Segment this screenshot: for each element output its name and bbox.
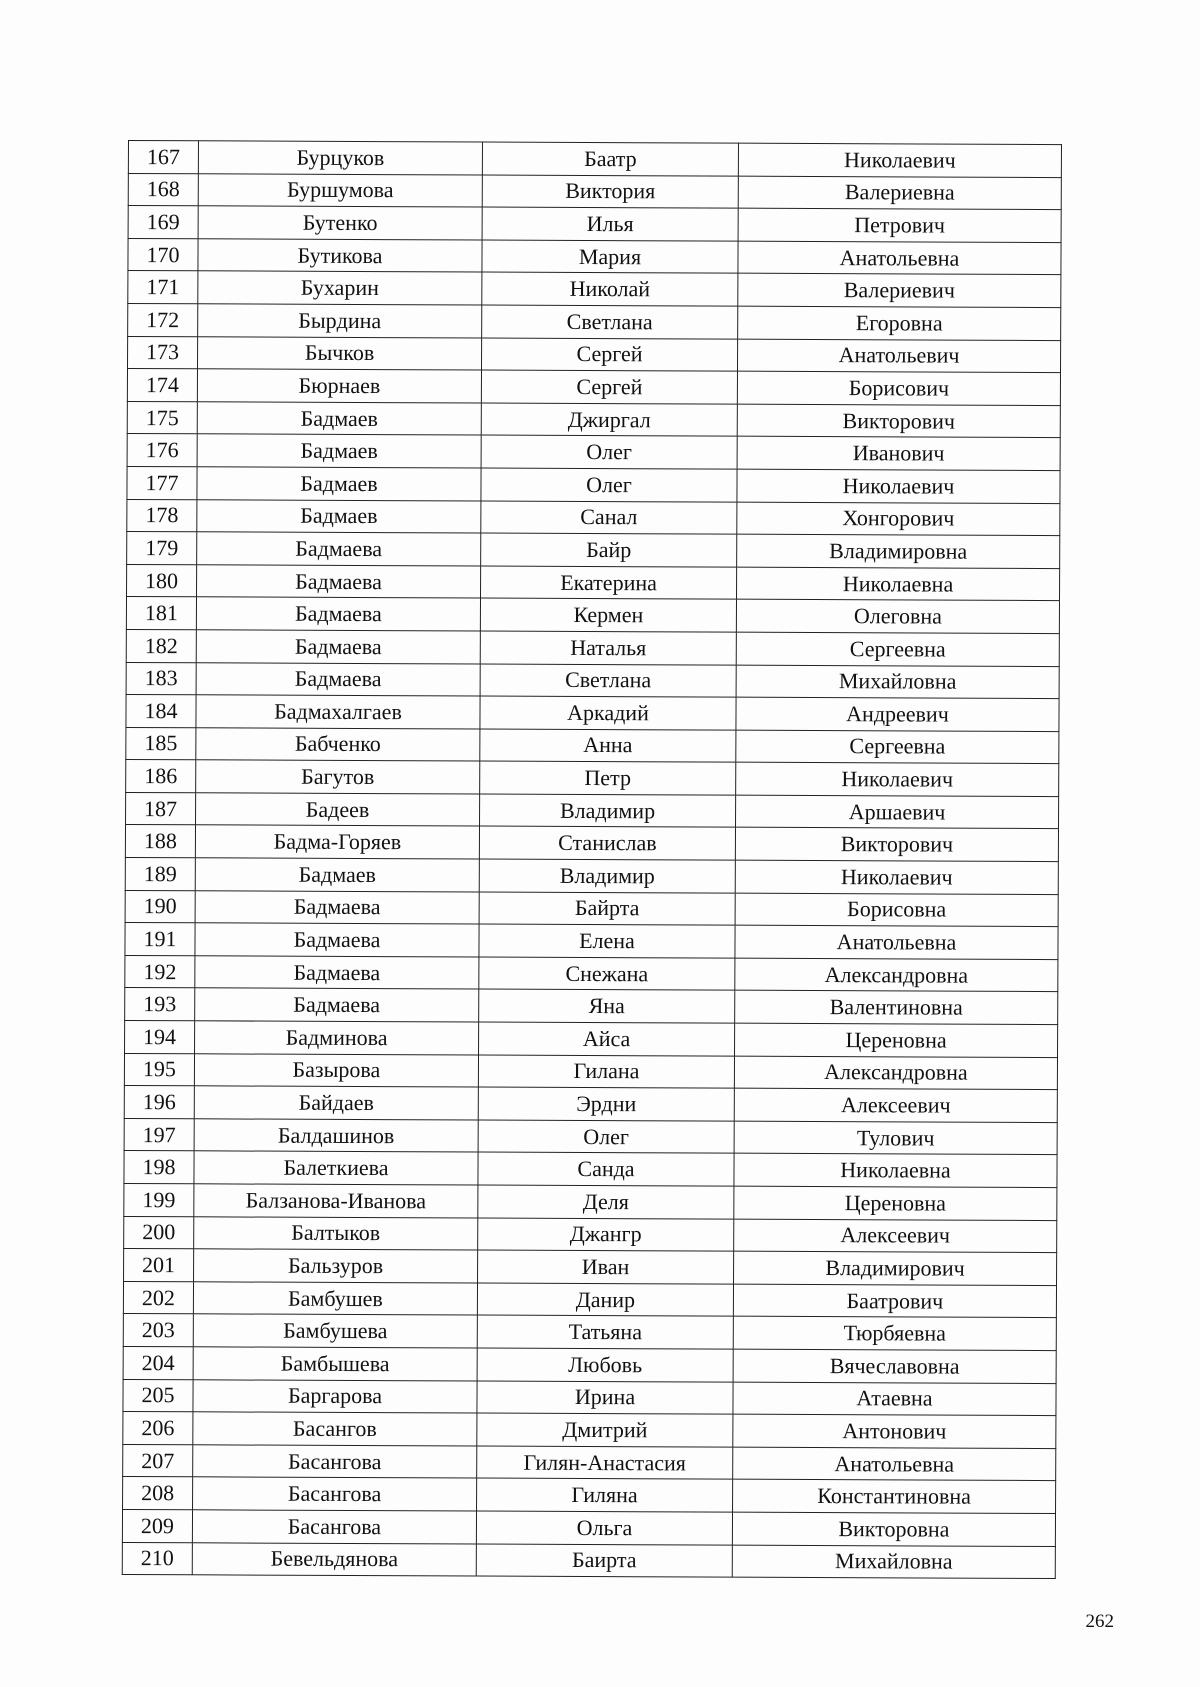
last-name-cell: Бадмаев [197,434,481,468]
first-name-cell: Светлана [482,305,738,339]
first-name-cell: Снежана [479,957,735,991]
table-row [126,695,1059,732]
last-name-cell: Байдаев [194,1086,478,1120]
first-name-cell: Яна [479,989,735,1023]
first-name-cell: Екатерина [481,566,737,600]
first-name-cell: Илья [482,207,738,241]
table-row [128,173,1061,210]
table-row [124,1151,1057,1188]
patronymic-cell: Николаевич [736,762,1059,796]
first-name-cell: Байр [481,533,737,567]
first-name-cell: Санда [478,1152,734,1186]
first-name-cell: Джиргал [481,403,737,437]
patronymic-cell: Сергеевна [736,730,1059,764]
table-row [126,597,1059,634]
last-name-cell: Бадмаева [195,988,479,1022]
patronymic-cell: Цереновна [735,1023,1058,1057]
row-number: 177 [127,466,197,499]
first-name-cell: Иван [478,1250,734,1284]
first-name-cell: Станислав [479,827,735,861]
patronymic-cell: Анатольевич [737,339,1060,373]
row-number: 200 [124,1216,194,1249]
first-name-cell: Санал [481,501,737,535]
row-number: 167 [128,141,198,174]
patronymic-cell: Владимирович [734,1251,1057,1285]
first-name-cell: Елена [479,924,735,958]
patronymic-cell: Александровна [735,958,1058,992]
patronymic-cell: Алексеевич [734,1219,1057,1253]
table-row [128,141,1061,178]
first-name-cell: Олег [481,468,737,502]
last-name-cell: Бадмаева [197,532,481,566]
last-name-cell: Балдашинов [194,1119,478,1153]
last-name-cell: Бадмаев [197,467,481,501]
table-row [123,1281,1056,1318]
table-row [127,401,1060,438]
row-number: 188 [125,825,195,858]
patronymic-cell: Александровна [734,1056,1057,1090]
last-name-cell: Басангова [192,1510,476,1544]
last-name-cell: Быpдина [198,304,482,338]
patronymic-cell: Николаевич [738,143,1061,177]
last-name-cell: Бамбушев [193,1282,477,1316]
last-name-cell: Бамбышева [193,1347,477,1381]
row-number: 199 [124,1183,194,1216]
patronymic-cell: Николаевна [734,1154,1057,1188]
first-name-cell: Виктория [482,175,738,209]
patronymic-cell: Андреевич [736,697,1059,731]
first-name-cell: Байрта [479,892,735,926]
row-number: 193 [125,988,195,1021]
last-name-cell: Бадма-Горяев [195,825,479,859]
table-row [125,955,1058,992]
last-name-cell: Бюрнаев [197,369,481,403]
last-name-cell: Буршумова [198,173,482,207]
table-row [125,825,1058,862]
patronymic-cell: Борисовна [735,893,1058,927]
last-name-cell: Бадмаева [195,890,479,924]
patronymic-cell: Михайловна [732,1545,1055,1579]
last-name-cell: Бадмаева [197,565,481,599]
table-row [126,792,1059,829]
first-name-cell: Наталья [480,631,736,665]
last-name-cell: Бадеев [196,793,480,827]
table-row [127,532,1060,569]
patronymic-cell: Анатольевна [733,1447,1056,1481]
row-number: 192 [125,955,195,988]
first-name-cell: Ирина [477,1381,733,1415]
row-number: 169 [128,206,198,239]
row-number: 198 [124,1151,194,1184]
row-number: 184 [126,695,196,728]
table-row [124,1183,1057,1220]
first-name-cell: Дмитрий [477,1413,733,1447]
first-name-cell: Мария [482,240,738,274]
row-number: 206 [123,1412,193,1445]
last-name-cell: Багутов [196,760,480,794]
row-number: 190 [125,890,195,923]
row-number: 210 [122,1542,192,1575]
first-name-cell: Татьяна [477,1315,733,1349]
patronymic-cell: Егоровна [738,306,1061,340]
patronymic-cell: Михайловна [736,665,1059,699]
row-number: 191 [125,923,195,956]
last-name-cell: Бадмаева [195,923,479,957]
patronymic-cell: Баатрович [733,1284,1056,1318]
row-number: 195 [124,1053,194,1086]
first-name-cell: Баирта [476,1544,732,1578]
row-number: 170 [128,238,198,271]
row-number: 186 [126,760,196,793]
first-name-cell: Николай [482,272,738,306]
patronymic-cell: Сергеевна [736,632,1059,666]
patronymic-cell: Викторович [737,404,1060,438]
patronymic-cell: Николаевич [735,860,1058,894]
patronymic-cell: Анатольевна [738,241,1061,275]
patronymic-cell: Олеговна [736,599,1059,633]
row-number: 180 [127,564,197,597]
table-row [124,1249,1057,1286]
row-number: 204 [123,1346,193,1379]
first-name-cell: Олег [478,1120,734,1154]
last-name-cell: Басангова [193,1477,477,1511]
patronymic-cell: Анатольевна [735,925,1058,959]
row-number: 173 [128,336,198,369]
first-name-cell: Владимир [479,859,735,893]
first-name-cell: Деля [478,1185,734,1219]
first-name-cell: Аркадий [480,696,736,730]
row-number: 202 [123,1281,193,1314]
first-name-cell: Баатр [482,142,738,176]
patronymic-cell: Валентиновна [735,991,1058,1025]
patronymic-cell: Иванович [737,437,1060,471]
last-name-cell: Бабченко [196,727,480,761]
patronymic-cell: Владимировна [737,534,1060,568]
last-name-cell: Бурцуков [198,141,482,175]
first-name-cell: Гиляна [477,1478,733,1512]
patronymic-cell: Антонович [733,1414,1056,1448]
table-row [127,466,1060,503]
first-name-cell: Любовь [477,1348,733,1382]
first-name-cell: Олег [481,435,737,469]
first-name-cell: Ольга [476,1511,732,1545]
first-name-cell: Гилана [478,1055,734,1089]
patronymic-cell: Вячеславовна [733,1349,1056,1383]
last-name-cell: Бычков [198,336,482,370]
row-number: 187 [126,792,196,825]
patronymic-cell: Викторович [735,828,1058,862]
names-table-body [122,141,1061,1579]
row-number: 171 [128,271,198,304]
first-name-cell: Светлана [480,664,736,698]
patronymic-cell: Атаевна [733,1382,1056,1416]
last-name-cell: Базырова [194,1053,478,1087]
row-number: 196 [124,1086,194,1119]
last-name-cell: Бадмахалгаев [196,695,480,729]
table-row [124,1118,1057,1155]
table-row [128,336,1061,373]
table-row [128,303,1061,340]
row-number: 181 [126,597,196,630]
patronymic-cell: Петрович [738,208,1061,242]
last-name-cell: Балеткиева [194,1151,478,1185]
table-row [125,858,1058,895]
table-row [122,1509,1055,1546]
patronymic-cell: Тюрбяевна [733,1317,1056,1351]
table-row [124,1053,1057,1090]
patronymic-cell: Викторовна [732,1512,1055,1546]
row-number: 197 [124,1118,194,1151]
row-number: 175 [127,401,197,434]
patronymic-cell: Николаевич [737,469,1060,503]
row-number: 205 [123,1379,193,1412]
first-name-cell: Анна [480,729,736,763]
table-row [124,1216,1057,1253]
last-name-cell: Бадмаев [197,499,481,533]
first-name-cell: Кермен [480,598,736,632]
row-number: 208 [123,1477,193,1510]
table-row [123,1346,1056,1383]
first-name-cell: Айса [479,1022,735,1056]
row-number: 172 [128,303,198,336]
first-name-cell: Гилян-Анастасия [477,1446,733,1480]
table-row [123,1412,1056,1449]
last-name-cell: Баргарова [193,1379,477,1413]
row-number: 176 [127,434,197,467]
last-name-cell: Бадмаева [196,597,480,631]
first-name-cell: Сергей [481,338,737,372]
first-name-cell: Эрдни [478,1087,734,1121]
table-row [126,629,1059,666]
row-number: 182 [126,629,196,662]
row-number: 207 [123,1444,193,1477]
table-row [126,727,1059,764]
page-number: 262 [1085,1611,1114,1632]
last-name-cell: Бадмаева [196,662,480,696]
table-row [125,923,1058,960]
row-number: 168 [128,173,198,206]
last-name-cell: Бадмаев [197,402,481,436]
names-table [122,140,1062,1579]
patronymic-cell: Цереновна [734,1186,1057,1220]
row-number: 209 [122,1509,192,1542]
table-row [125,1021,1058,1058]
table-row [128,271,1061,308]
patronymic-cell: Тулович [734,1121,1057,1155]
table-row [124,1086,1057,1123]
table-row [128,238,1061,275]
table-row [125,988,1058,1025]
table-row [127,499,1060,536]
table-row [122,1542,1055,1579]
row-number: 179 [127,532,197,565]
last-name-cell: Басангова [193,1445,477,1479]
patronymic-cell: Валериевич [738,274,1061,308]
first-name-cell: Данир [477,1283,733,1317]
patronymic-cell: Хонгорович [737,502,1060,536]
table-row [127,434,1060,471]
table-row [128,206,1061,243]
last-name-cell: Бадмаева [196,630,480,664]
last-name-cell: Бадмаев [195,858,479,892]
table-row [123,1444,1056,1481]
row-number: 201 [124,1249,194,1282]
patronymic-cell: Алексеевич [734,1088,1057,1122]
table-row [126,662,1059,699]
patronymic-cell: Николаевна [737,567,1060,601]
first-name-cell: Владимир [480,794,736,828]
patronymic-cell: Борисович [737,371,1060,405]
last-name-cell: Бутикова [198,239,482,273]
last-name-cell: Бадмаева [195,956,479,990]
first-name-cell: Петр [480,761,736,795]
row-number: 203 [123,1314,193,1347]
table-row [127,369,1060,406]
row-number: 194 [125,1021,195,1054]
last-name-cell: Бальзуров [194,1249,478,1283]
row-number: 189 [125,858,195,891]
patronymic-cell: Аршаевич [736,795,1059,829]
first-name-cell: Сергей [481,370,737,404]
last-name-cell: Бадминова [195,1021,479,1055]
patronymic-cell: Константиновна [733,1479,1056,1513]
table-row [123,1314,1056,1351]
table-row [125,890,1058,927]
last-name-cell: Бухарин [198,271,482,305]
last-name-cell: Балзанова-Иванова [194,1184,478,1218]
row-number: 174 [127,369,197,402]
row-number: 183 [126,662,196,695]
first-name-cell: Джангр [478,1218,734,1252]
patronymic-cell: Валериевна [738,176,1061,210]
last-name-cell: Бевельдянова [192,1542,476,1576]
row-number: 185 [126,727,196,760]
last-name-cell: Балтыков [194,1216,478,1250]
table-row [126,760,1059,797]
table-row [123,1379,1056,1416]
table-row [127,564,1060,601]
row-number: 178 [127,499,197,532]
last-name-cell: Бутенко [198,206,482,240]
last-name-cell: Бамбушева [193,1314,477,1348]
last-name-cell: Басангов [193,1412,477,1446]
table-row [123,1477,1056,1514]
